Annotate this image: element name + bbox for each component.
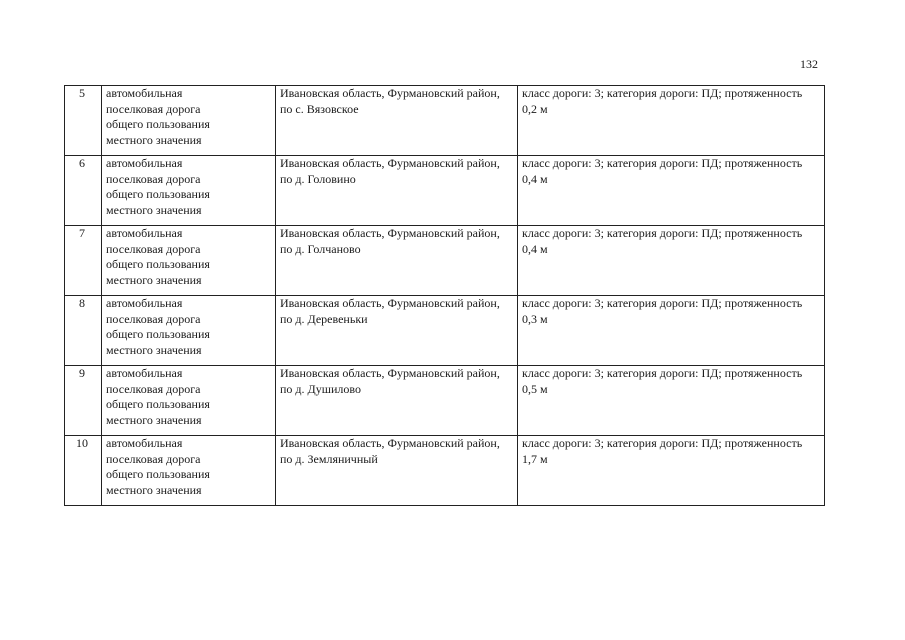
road-name: автомобильная поселковая дорога общего пользования местного значения — [106, 86, 210, 147]
road-location: Ивановская область, Фурмановский район, по д. Душилово — [280, 366, 500, 396]
row-number: 9 — [79, 366, 85, 380]
page-number: 132 — [800, 57, 818, 71]
road-location-cell — [276, 86, 518, 156]
road-location: Ивановская область, Фурмановский район, по д. Земляничный — [280, 436, 500, 466]
road-location-cell — [276, 226, 518, 296]
road-name-cell — [102, 86, 276, 156]
row-number-cell — [65, 436, 102, 506]
row-number: 7 — [79, 226, 85, 240]
table-row — [65, 86, 825, 156]
row-number: 10 — [76, 436, 88, 450]
road-spec-cell — [518, 296, 825, 366]
road-name: автомобильная поселковая дорога общего пользования местного значения — [106, 296, 210, 357]
road-spec-cell — [518, 366, 825, 436]
road-spec: класс дороги: 3; категория дороги: ПД; протяженность 0,4 м — [522, 226, 803, 256]
row-number-cell — [65, 296, 102, 366]
row-number: 8 — [79, 296, 85, 310]
road-name-cell — [102, 296, 276, 366]
row-number-cell — [65, 226, 102, 296]
road-name-cell — [102, 436, 276, 506]
road-name: автомобильная поселковая дорога общего пользования местного значения — [106, 226, 210, 287]
road-name-cell — [102, 366, 276, 436]
road-name: автомобильная поселковая дорога общего пользования местного значения — [106, 436, 210, 497]
road-spec-cell — [518, 436, 825, 506]
road-location: Ивановская область, Фурмановский район, по д. Голчаново — [280, 226, 500, 256]
row-number: 6 — [79, 156, 85, 170]
road-name-cell — [102, 156, 276, 226]
road-spec-cell — [518, 226, 825, 296]
road-name: автомобильная поселковая дорога общего пользования местного значения — [106, 366, 210, 427]
table-row — [65, 296, 825, 366]
road-name-cell — [102, 226, 276, 296]
road-spec-cell — [518, 156, 825, 226]
road-location-cell — [276, 366, 518, 436]
table-row — [65, 436, 825, 506]
row-number-cell — [65, 86, 102, 156]
road-spec: класс дороги: 3; категория дороги: ПД; протяженность 0,5 м — [522, 366, 803, 396]
road-location: Ивановская область, Фурмановский район, по д. Головино — [280, 156, 500, 186]
road-location: Ивановская область, Фурмановский район, по с. Вязовское — [280, 86, 500, 116]
road-spec: класс дороги: 3; категория дороги: ПД; протяженность 0,4 м — [522, 156, 803, 186]
road-spec: класс дороги: 3; категория дороги: ПД; протяженность 0,2 м — [522, 86, 803, 116]
road-location-cell — [276, 436, 518, 506]
roads-table — [64, 85, 825, 506]
road-name: автомобильная поселковая дорога общего пользования местного значения — [106, 156, 210, 217]
table-row — [65, 366, 825, 436]
road-spec-cell — [518, 86, 825, 156]
road-spec: класс дороги: 3; категория дороги: ПД; протяженность 1,7 м — [522, 436, 803, 466]
row-number-cell — [65, 366, 102, 436]
road-spec: класс дороги: 3; категория дороги: ПД; протяженность 0,3 м — [522, 296, 803, 326]
road-location: Ивановская область, Фурмановский район, по д. Деревеньки — [280, 296, 500, 326]
road-location-cell — [276, 156, 518, 226]
road-location-cell — [276, 296, 518, 366]
row-number-cell — [65, 156, 102, 226]
row-number: 5 — [79, 86, 85, 100]
table-row — [65, 156, 825, 226]
table-row — [65, 226, 825, 296]
